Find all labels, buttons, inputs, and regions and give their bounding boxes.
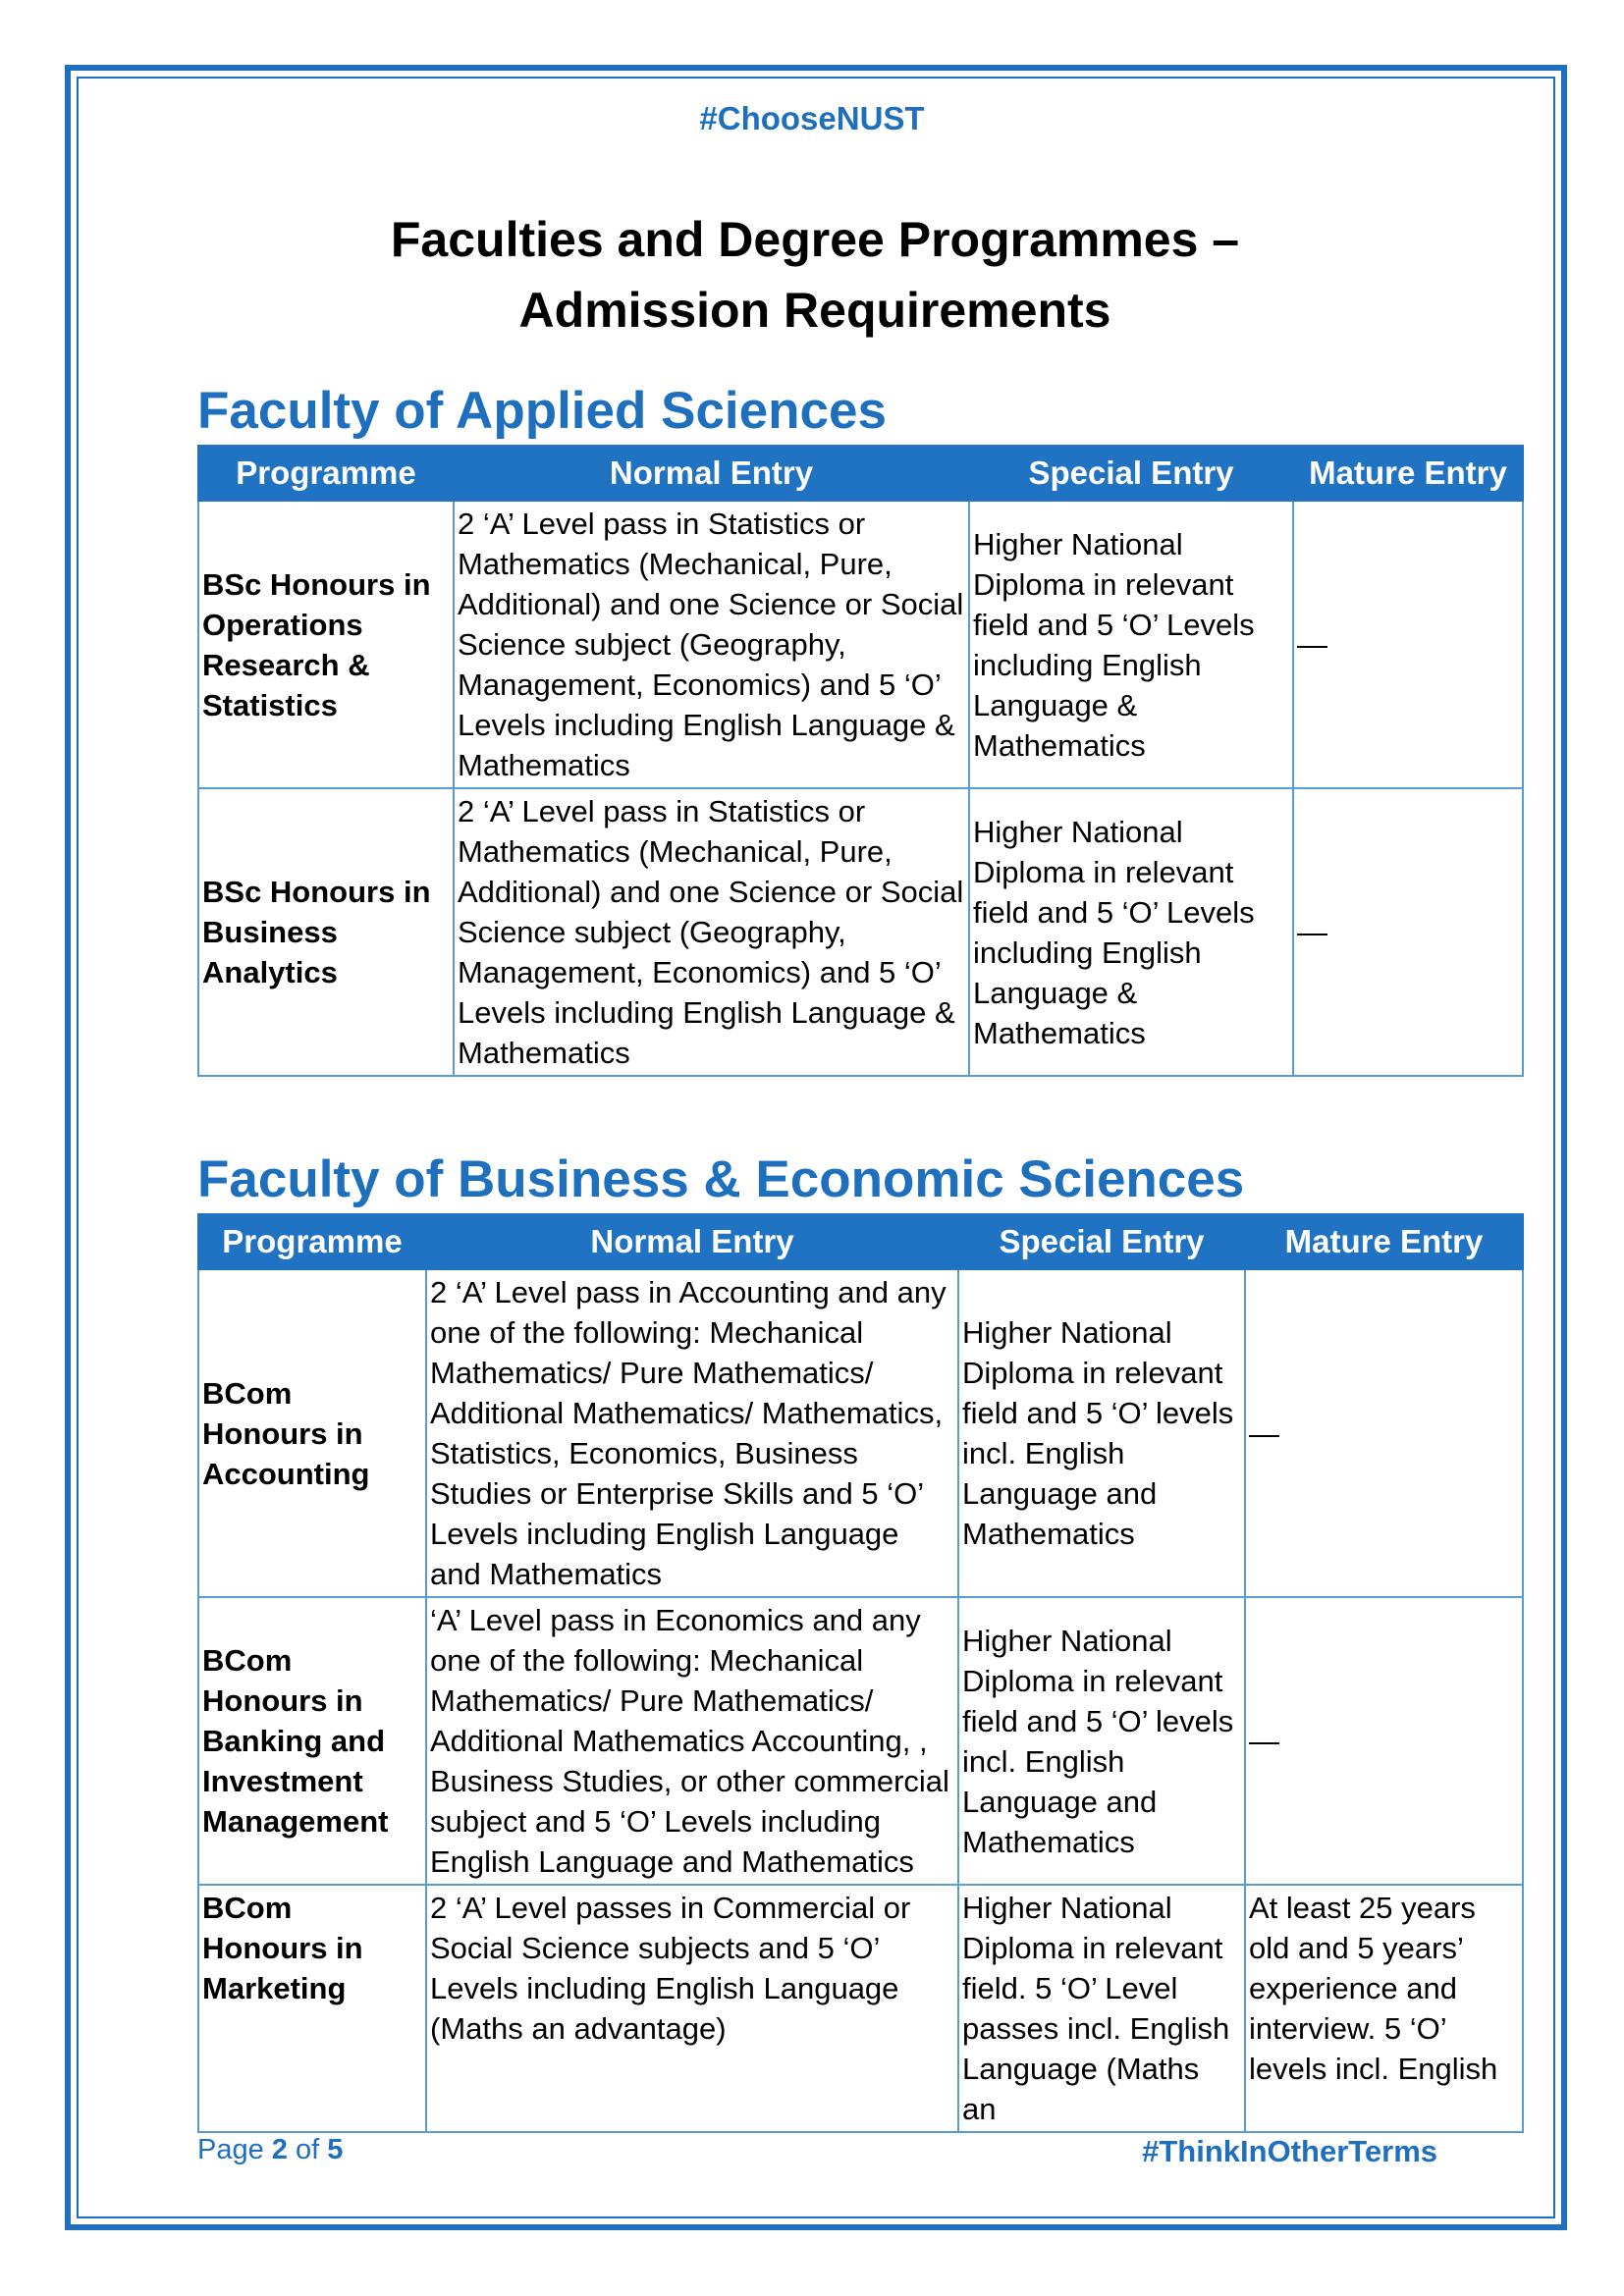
column-header-normal-entry: Normal Entry: [426, 1214, 958, 1269]
normal-entry-cell: 2 ‘A’ Level pass in Statistics or Mathematics (Mechanical, Pure, Additional) and one Science or Social Science subject (Geography, Management, Economics) and 5 ‘O’ Levels including English Language & Mathematics: [454, 788, 969, 1076]
table-row: [198, 788, 1523, 1076]
programme-cell: BSc Honours in Operations Research & Statistics: [198, 501, 454, 788]
page-of: of: [296, 2134, 320, 2165]
table-row: [198, 1597, 1523, 1885]
programme-cell: BCom Honours in Accounting: [198, 1269, 426, 1597]
column-header-programme: Programme: [198, 1214, 426, 1269]
normal-entry-cell: ‘A’ Level pass in Economics and any one of the following: Mechanical Mathematics/ Pure Mathematics/ Additional Mathematics Accounting, , Business Studies, or other commercial subject and 5 ‘O’ Levels including English Language and Mathematics: [426, 1597, 958, 1885]
faculty-heading-business-economic-sciences: Faculty of Business & Economic Sciences: [197, 1150, 1245, 1208]
footer-hashtag: #ThinkInOtherTerms: [1142, 2134, 1437, 2168]
programme-cell: BCom Honours in Marketing: [198, 1885, 426, 2132]
programme-cell: BSc Honours in Business Analytics: [198, 788, 454, 1076]
header-hashtag: #ChooseNUST: [699, 100, 925, 136]
special-entry-cell: Higher National Diploma in relevant field and 5 ‘O’ levels incl. English Language and Mathematics: [958, 1597, 1245, 1885]
column-header-special-entry: Special Entry: [969, 446, 1293, 501]
column-header-mature-entry: Mature Entry: [1245, 1214, 1523, 1269]
business-economic-sciences-table: [197, 1213, 1524, 2133]
table-row: [198, 1269, 1523, 1597]
special-entry-cell: Higher National Diploma in relevant field and 5 ‘O’ Levels including English Language & Mathematics: [969, 788, 1293, 1076]
page-title: [196, 204, 1434, 346]
normal-entry-cell: 2 ‘A’ Level pass in Accounting and any one of the following: Mechanical Mathematics/ Pure Mathematics/ Additional Mathematics/ Mathematics, Statistics, Economics, Business Studies or Enterprise Skills and 5 ‘O’ Levels including English Language and Mathematics: [426, 1269, 958, 1597]
mature-entry-cell: —: [1293, 501, 1523, 788]
table-row: [198, 1885, 1523, 2132]
page-title-line-1: Faculties and Degree Programmes –: [390, 212, 1240, 267]
mature-entry-cell: —: [1245, 1597, 1523, 1885]
page-label: Page: [197, 2134, 264, 2165]
normal-entry-cell: 2 ‘A’ Level passes in Commercial or Social Science subjects and 5 ‘O’ Levels including English Language (Maths an advantage): [426, 1885, 958, 2132]
applied-sciences-table: [197, 445, 1524, 1077]
page-title-line-2: Admission Requirements: [518, 283, 1111, 338]
table-header-row: [198, 1214, 1523, 1269]
mature-entry-cell: At least 25 years old and 5 years’ experience and interview. 5 ‘O’ levels incl. English: [1245, 1885, 1523, 2132]
mature-entry-cell: —: [1245, 1269, 1523, 1597]
programme-cell: BCom Honours in Banking and Investment Management: [198, 1597, 426, 1885]
column-header-normal-entry: Normal Entry: [454, 446, 969, 501]
normal-entry-cell: 2 ‘A’ Level pass in Statistics or Mathematics (Mechanical, Pure, Additional) and one Science or Social Science subject (Geography, Management, Economics) and 5 ‘O’ Levels including English Language & Mathematics: [454, 501, 969, 788]
column-header-special-entry: Special Entry: [958, 1214, 1245, 1269]
page-number: [197, 2134, 343, 2166]
page-current: 2: [271, 2134, 288, 2165]
mature-entry-cell: —: [1293, 788, 1523, 1076]
special-entry-cell: Higher National Diploma in relevant field and 5 ‘O’ levels incl. English Language and Mathematics: [958, 1269, 1245, 1597]
page-total: 5: [327, 2134, 344, 2165]
column-header-programme: Programme: [198, 446, 454, 501]
table-header-row: [198, 446, 1523, 501]
special-entry-cell: Higher National Diploma in relevant field and 5 ‘O’ Levels including English Language & Mathematics: [969, 501, 1293, 788]
faculty-heading-applied-sciences: Faculty of Applied Sciences: [197, 382, 887, 440]
table-row: [198, 501, 1523, 788]
column-header-mature-entry: Mature Entry: [1293, 446, 1523, 501]
special-entry-cell: Higher National Diploma in relevant field. 5 ‘O’ Level passes incl. English Language (Maths an: [958, 1885, 1245, 2132]
